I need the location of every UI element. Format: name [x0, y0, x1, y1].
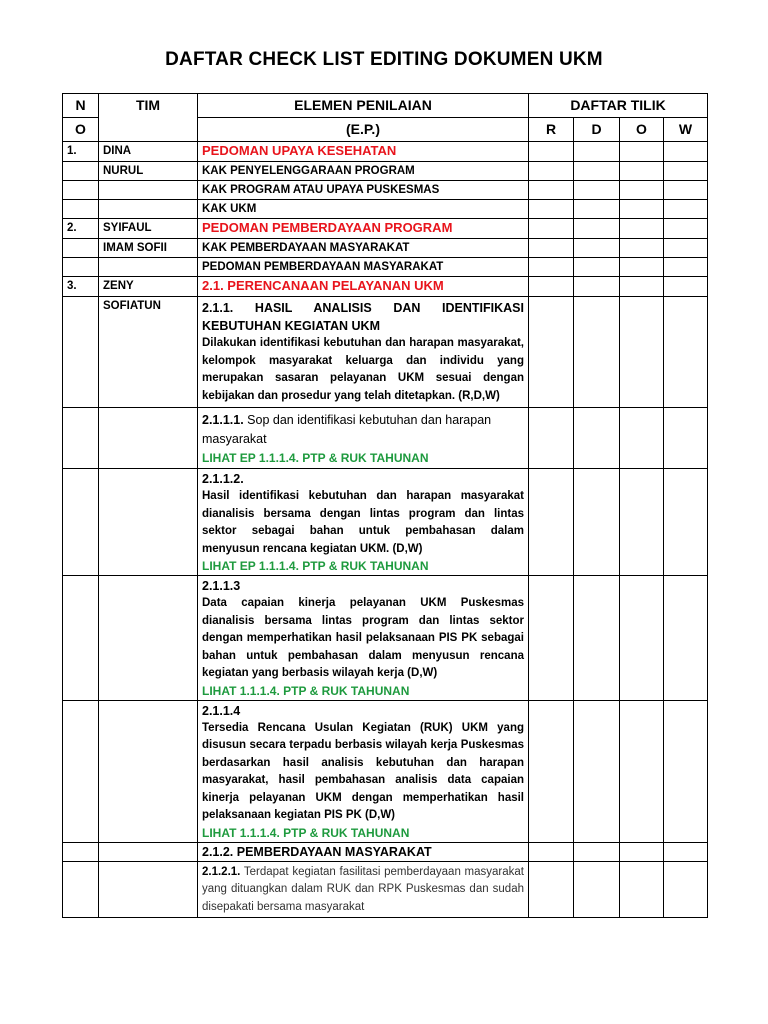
check-r[interactable]: [529, 297, 574, 408]
ep-description: Tersedia Rencana Usulan Kegiatan (RUK) UKM yang disusun secara terpadu berbasis wilayah kerja Puskesmas berdasarkan hasil analisis kebutuhan dan harapan masyarakat, hasil pembahasan analisis data capaian kinerja pelayanan UKM dengan memperhatikan hasil pelaksanaan kegiatan PIS PK (D,W): [202, 721, 524, 821]
row-tim: NURUL: [99, 162, 198, 181]
row-no: [63, 239, 99, 258]
row-ep: [198, 469, 529, 576]
ep-code: 2.1.1.4: [202, 703, 241, 718]
check-o[interactable]: [620, 219, 664, 239]
row-ep: PEDOMAN UPAYA KESEHATAN: [198, 142, 529, 162]
ep-reference-link: LIHAT 1.1.1.4. PTP & RUK TAHUNAN: [202, 683, 410, 698]
check-w[interactable]: [664, 181, 708, 200]
header-d: D: [574, 118, 620, 142]
check-r[interactable]: [529, 200, 574, 219]
ep-description: Data capaian kinerja pelayanan UKM Puskesmas dianalisis bersama lintas program dan lintas sektor dengan memperhatikan hasil pelaksanaan PIS PK sebagai bahan untuk pembahasan dalam menyusun rencana kegiatan yang berbasis wilayah kerja (D,W): [202, 597, 524, 679]
row-ep: [198, 297, 529, 408]
check-d[interactable]: [574, 181, 620, 200]
check-o[interactable]: [620, 469, 664, 576]
row-tim: [99, 842, 198, 861]
header-tim: TIM: [99, 94, 198, 142]
check-o[interactable]: [620, 239, 664, 258]
check-d[interactable]: [574, 861, 620, 918]
check-r[interactable]: [529, 842, 574, 861]
header-no-2: O: [63, 118, 99, 142]
header-ep: ELEMEN PENILAIAN: [198, 94, 529, 118]
row-ep: [198, 700, 529, 842]
table-row: [63, 200, 708, 219]
header-ep-2: (E.P.): [198, 118, 529, 142]
check-o[interactable]: [620, 181, 664, 200]
header-daftar-tilik: DAFTAR TILIK: [529, 94, 708, 118]
row-no: [63, 576, 99, 701]
row-tim: [99, 258, 198, 277]
check-d[interactable]: [574, 219, 620, 239]
check-w[interactable]: [664, 576, 708, 701]
check-d[interactable]: [574, 469, 620, 576]
check-r[interactable]: [529, 861, 574, 918]
check-d[interactable]: [574, 842, 620, 861]
row-no: 2.: [63, 219, 99, 239]
row-ep: KAK PENYELENGGARAAN PROGRAM: [198, 162, 529, 181]
check-w[interactable]: [664, 142, 708, 162]
table-row: [63, 219, 708, 239]
ep-heading: 2.1.1. HASIL ANALISIS DAN IDENTIFIKASI KEBUTUHAN KEGIATAN UKM: [202, 301, 524, 333]
row-tim: ZENY: [99, 277, 198, 297]
check-d[interactable]: [574, 258, 620, 277]
check-w[interactable]: [664, 700, 708, 842]
row-ep: KAK UKM: [198, 200, 529, 219]
table-row: [63, 162, 708, 181]
header-o: O: [620, 118, 664, 142]
document-title: DAFTAR CHECK LIST EDITING DOKUMEN UKM: [165, 49, 603, 70]
row-tim: [99, 861, 198, 918]
check-w[interactable]: [664, 408, 708, 469]
table-row: [63, 408, 708, 469]
check-r[interactable]: [529, 277, 574, 297]
check-d[interactable]: [574, 408, 620, 469]
ep-code: 2.1.1.1.: [202, 413, 244, 427]
check-o[interactable]: [620, 200, 664, 219]
check-r[interactable]: [529, 700, 574, 842]
row-no: [63, 408, 99, 469]
table-row: [63, 239, 708, 258]
ep-text: Terdapat kegiatan fasilitasi pemberdayaan masyarakat yang dituangkan dalam RUK dan RPK Puskesmas dan sudah disepakati bersama masyarakat: [202, 865, 524, 913]
row-ep: KAK PROGRAM ATAU UPAYA PUSKESMAS: [198, 181, 529, 200]
check-o[interactable]: [620, 408, 664, 469]
check-r[interactable]: [529, 408, 574, 469]
table-row: [63, 142, 708, 162]
row-tim: [99, 576, 198, 701]
table-row: [63, 258, 708, 277]
check-d[interactable]: [574, 239, 620, 258]
check-d[interactable]: [574, 700, 620, 842]
check-w[interactable]: [664, 162, 708, 181]
row-no: [63, 200, 99, 219]
check-w[interactable]: [664, 200, 708, 219]
row-ep: [198, 861, 529, 918]
ep-code: 2.1.1.2.: [202, 472, 244, 486]
check-r[interactable]: [529, 142, 574, 162]
check-w[interactable]: [664, 297, 708, 408]
row-ep: [198, 576, 529, 701]
row-tim: SOFIATUN: [99, 297, 198, 408]
ep-description: Dilakukan identifikasi kebutuhan dan harapan masyarakat, kelompok masyarakat keluarga dan individu yang merupakan sasaran pelayanan UKM sesuai dengan kebijakan dan prosedur yang telah ditetapkan. (R,D,W): [202, 337, 524, 402]
ep-line: [202, 411, 524, 449]
check-r[interactable]: [529, 258, 574, 277]
row-ep: 2.1. PERENCANAAN PELAYANAN UKM: [198, 277, 529, 297]
row-tim: IMAM SOFII: [99, 239, 198, 258]
ep-reference-link: LIHAT EP 1.1.1.4. PTP & RUK TAHUNAN: [202, 451, 429, 465]
row-ep: KAK PEMBERDAYAAN MASYARAKAT: [198, 239, 529, 258]
header-no: N: [63, 94, 99, 118]
row-no: [63, 861, 99, 918]
row-no: 1.: [63, 142, 99, 162]
header-r: R: [529, 118, 574, 142]
check-w[interactable]: [664, 258, 708, 277]
check-w[interactable]: [664, 861, 708, 918]
check-o[interactable]: [620, 142, 664, 162]
row-no: [63, 469, 99, 576]
row-no: [63, 258, 99, 277]
check-w[interactable]: [664, 842, 708, 861]
ep-description: Hasil identifikasi kebutuhan dan harapan masyarakat dianalisis bersama dengan lintas program dan lintas sektor sebagai bahan untuk pembahasan dalam menyusun rencana kegiatan UKM. (D,W): [202, 490, 524, 555]
check-d[interactable]: [574, 277, 620, 297]
check-r[interactable]: [529, 181, 574, 200]
row-ep: PEDOMAN PEMBERDAYAAN MASYARAKAT: [198, 258, 529, 277]
row-no: [63, 181, 99, 200]
check-o[interactable]: [620, 700, 664, 842]
row-no: [63, 842, 99, 861]
check-o[interactable]: [620, 297, 664, 408]
check-r[interactable]: [529, 162, 574, 181]
check-o[interactable]: [620, 258, 664, 277]
row-ep: 2.1.2. PEMBERDAYAAN MASYARAKAT: [198, 842, 529, 861]
check-o[interactable]: [620, 162, 664, 181]
row-ep: [198, 408, 529, 469]
check-d[interactable]: [574, 297, 620, 408]
row-no: [63, 297, 99, 408]
ep-line: [202, 864, 524, 917]
check-d[interactable]: [574, 576, 620, 701]
check-d[interactable]: [574, 162, 620, 181]
row-no: [63, 700, 99, 842]
check-o[interactable]: [620, 861, 664, 918]
table-row: [63, 181, 708, 200]
header-w: W: [664, 118, 708, 142]
table-row: [63, 469, 708, 576]
check-r[interactable]: [529, 469, 574, 576]
ep-code: 2.1.2.1.: [202, 865, 241, 878]
check-d[interactable]: [574, 142, 620, 162]
check-w[interactable]: [664, 219, 708, 239]
row-tim: [99, 408, 198, 469]
check-o[interactable]: [620, 576, 664, 701]
check-r[interactable]: [529, 576, 574, 701]
row-tim: [99, 181, 198, 200]
check-r[interactable]: [529, 239, 574, 258]
row-tim: [99, 200, 198, 219]
check-r[interactable]: [529, 219, 574, 239]
check-w[interactable]: [664, 239, 708, 258]
table-row: [63, 576, 708, 701]
check-d[interactable]: [574, 200, 620, 219]
check-o[interactable]: [620, 842, 664, 861]
table-row: [63, 700, 708, 842]
table-row: [63, 842, 708, 861]
table-row: [63, 297, 708, 408]
row-no: [63, 162, 99, 181]
checklist-table: [62, 93, 708, 918]
row-tim: [99, 700, 198, 842]
ep-reference-link: LIHAT EP 1.1.1.4. PTP & RUK TAHUNAN: [202, 559, 429, 573]
ep-reference-link: LIHAT 1.1.1.4. PTP & RUK TAHUNAN: [202, 825, 410, 840]
ep-code: 2.1.1.3: [202, 579, 241, 593]
check-w[interactable]: [664, 469, 708, 576]
row-tim: SYIFAUL: [99, 219, 198, 239]
table-row: [63, 277, 708, 297]
row-no: 3.: [63, 277, 99, 297]
row-ep: PEDOMAN PEMBERDAYAAN PROGRAM: [198, 219, 529, 239]
row-tim: [99, 469, 198, 576]
table-row: [63, 861, 708, 918]
row-tim: DINA: [99, 142, 198, 162]
check-w[interactable]: [664, 277, 708, 297]
ep-text: Sop dan identifikasi kebutuhan dan harapan masyarakat: [202, 413, 492, 446]
check-o[interactable]: [620, 277, 664, 297]
